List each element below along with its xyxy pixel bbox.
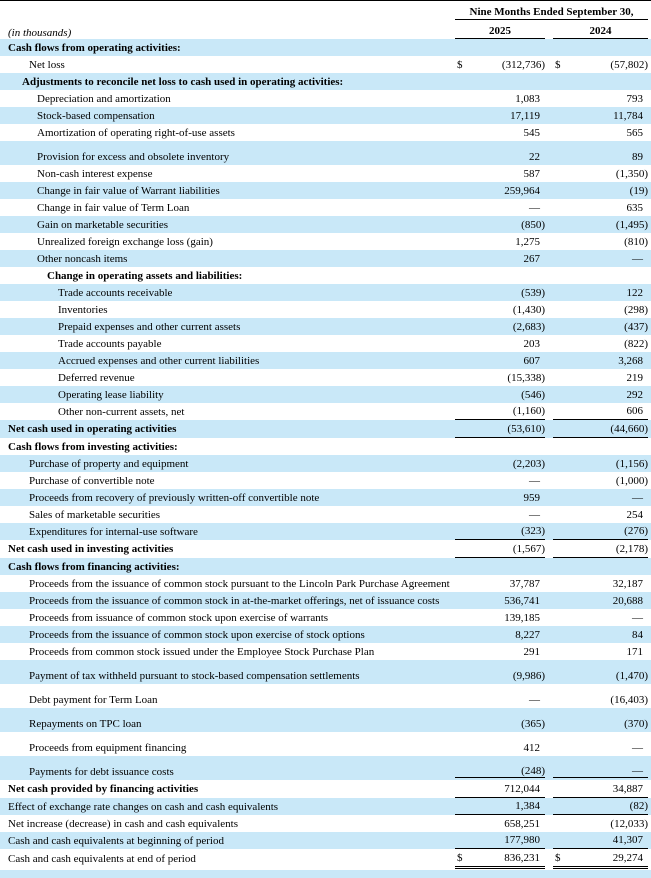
value-2024 (553, 780, 648, 798)
value-2025 (455, 472, 545, 489)
table-row (0, 199, 651, 216)
value-2025-text: (1,160) (512, 405, 545, 417)
table-row (0, 684, 651, 708)
bottom-strip (0, 870, 651, 878)
value-2025 (455, 369, 545, 386)
row-label: Purchase of convertible note (29, 474, 155, 487)
value-2024-text: (437) (624, 320, 648, 333)
value-2024 (553, 832, 648, 849)
period-header-row (0, 4, 651, 20)
row-label: Expenditures for internal-use software (29, 525, 198, 538)
value-2025-text: 536,741 (504, 594, 540, 607)
row-label: Amortization of operating right-of-use assets (37, 126, 235, 139)
table-row (0, 352, 651, 369)
value-2024-text: (2,178) (615, 542, 648, 555)
table-row (0, 216, 651, 233)
value-2024 (553, 708, 648, 730)
row-label: Change in fair value of Warrant liabilities (37, 184, 220, 197)
value-2025 (455, 301, 545, 318)
value-2024 (553, 124, 648, 141)
value-2024 (553, 301, 648, 318)
row-label: Unrealized foreign exchange loss (gain) (37, 235, 213, 248)
table-row (0, 165, 651, 182)
value-2024 (553, 815, 648, 832)
table-row (0, 438, 651, 455)
table-row (0, 403, 651, 420)
row-label: Accrued expenses and other current liabilities (58, 354, 260, 367)
value-2024 (553, 73, 648, 90)
value-2024 (553, 141, 648, 163)
value-2025 (455, 815, 545, 832)
row-label: Other noncash items (37, 252, 128, 265)
table-row (0, 732, 651, 756)
dollar-sign: $ (457, 58, 463, 71)
value-2024 (553, 506, 648, 523)
value-2024-text: 606 (626, 405, 643, 417)
year-header-row (0, 22, 651, 39)
row-label: Prepaid expenses and other current assets (58, 320, 241, 333)
value-2024 (553, 684, 648, 706)
value-2025 (455, 708, 545, 730)
table-row (0, 660, 651, 684)
value-2024-text: 84 (632, 628, 643, 641)
value-2024-text: 565 (626, 126, 643, 139)
value-2025 (455, 141, 545, 163)
value-2024-text: (276) (624, 525, 648, 537)
value-2024-text: 254 (626, 508, 643, 521)
value-2024-text: 171 (626, 645, 643, 658)
row-label: Stock-based compensation (37, 109, 155, 122)
table-row (0, 798, 651, 815)
value-2024 (553, 90, 648, 107)
table-row (0, 756, 651, 780)
value-2025-text: — (529, 694, 540, 706)
row-label: Cash and cash equivalents at end of period (8, 853, 196, 865)
value-2025 (455, 438, 545, 455)
table-row (0, 849, 651, 869)
row-label: Proceeds from recovery of previously written-off convertible note (29, 491, 320, 504)
value-2025 (455, 250, 545, 267)
value-2025 (455, 523, 545, 540)
value-2025 (455, 284, 545, 301)
table-row (0, 506, 651, 523)
value-2024-text: 11,784 (613, 109, 643, 122)
value-2025 (455, 575, 545, 592)
value-2025-text: (9,986) (512, 670, 545, 682)
value-2024 (553, 540, 648, 558)
value-2024 (553, 489, 648, 506)
row-label: Proceeds from the issuance of common stock in at-the-market offerings, net of issuance costs (29, 594, 440, 607)
row-label: Depreciation and amortization (37, 92, 171, 105)
value-2025 (455, 780, 545, 798)
value-2025 (455, 489, 545, 506)
value-2025-text: 203 (523, 337, 540, 350)
value-2025 (455, 506, 545, 523)
value-2025 (455, 182, 545, 199)
table-row (0, 540, 651, 558)
table-row (0, 233, 651, 250)
row-label: Payments for debt issuance costs (29, 766, 174, 778)
table-row (0, 815, 651, 832)
value-2025-text: 139,185 (504, 611, 540, 624)
row-label: Change in operating assets and liabilities: (47, 269, 243, 282)
value-2025 (455, 609, 545, 626)
value-2025-text: (1,430) (512, 303, 545, 316)
value-2025-text: (312,736) (501, 58, 545, 71)
value-2025-text: (546) (521, 388, 545, 401)
table-row (0, 643, 651, 660)
value-2025 (455, 90, 545, 107)
value-2025-text: 959 (523, 491, 540, 504)
row-label: Repayments on TPC loan (29, 718, 142, 730)
value-2024 (553, 216, 648, 233)
row-label: Effect of exchange rate changes on cash and cash equivalents (8, 800, 279, 813)
row-label: Change in fair value of Term Loan (37, 201, 190, 214)
value-2024-text: (1,350) (615, 167, 648, 180)
value-2024 (553, 643, 648, 660)
value-2025-text: 22 (529, 151, 540, 163)
year-2025-header: 2025 (455, 25, 545, 39)
value-2025 (455, 643, 545, 660)
row-label: Cash flows from investing activities: (8, 440, 178, 453)
row-label: Payment of tax withheld pursuant to stock-based compensation settlements (29, 670, 360, 682)
table-row (0, 301, 651, 318)
row-label: Adjustments to reconcile net loss to cash used in operating activities: (22, 75, 344, 88)
table-row (0, 420, 651, 438)
row-label: Purchase of property and equipment (29, 457, 189, 470)
value-2025-text: 177,980 (504, 834, 540, 846)
value-2025-text: 1,275 (515, 235, 540, 248)
table-row (0, 318, 651, 335)
value-2024 (553, 165, 648, 182)
value-2024 (553, 267, 648, 284)
value-2025-text: (1,567) (512, 542, 545, 555)
value-2025-text: 1,083 (515, 92, 540, 105)
value-2025-text: 259,964 (504, 184, 540, 197)
value-2024-text: (44,660) (610, 422, 648, 435)
value-2024 (553, 352, 648, 369)
value-2025-text: — (529, 201, 540, 214)
value-2024 (553, 849, 648, 869)
value-2025-text: 17,119 (510, 109, 540, 122)
table-row (0, 39, 651, 56)
value-2025 (455, 626, 545, 643)
row-label: Proceeds from equipment financing (29, 742, 187, 754)
value-2025 (455, 592, 545, 609)
row-label: Proceeds from the issuance of common stock pursuant to the Lincoln Park Purchase Agreement (29, 577, 450, 590)
value-2025 (455, 107, 545, 124)
value-2025-text: 291 (523, 645, 540, 658)
value-2024-text: (57,802) (610, 58, 648, 71)
value-2024-text: 34,887 (612, 782, 643, 795)
table-row (0, 386, 651, 403)
value-2024 (553, 523, 648, 540)
table-row (0, 523, 651, 540)
value-2024 (553, 558, 648, 575)
value-2025-text: 1,384 (515, 800, 540, 812)
value-2025 (455, 756, 545, 778)
row-label: Debt payment for Term Loan (29, 694, 158, 706)
value-2025 (455, 798, 545, 815)
value-2024-text: (1,495) (615, 218, 648, 231)
year-2024-header: 2024 (553, 25, 648, 39)
value-2024-text: (16,403) (610, 694, 648, 706)
value-2024 (553, 250, 648, 267)
value-2024 (553, 732, 648, 754)
row-label: Proceeds from the issuance of common stock upon exercise of stock options (29, 628, 365, 641)
statement-table-body (0, 39, 651, 869)
value-2025-text: (365) (521, 718, 545, 730)
table-row (0, 107, 651, 124)
value-2024 (553, 56, 648, 73)
table-row (0, 708, 651, 732)
row-label: Inventories (58, 303, 108, 316)
value-2025 (455, 403, 545, 420)
value-2025 (455, 267, 545, 284)
value-2024-text: — (632, 765, 643, 777)
value-2025 (455, 420, 545, 438)
value-2025-text: 412 (523, 742, 540, 754)
value-2024-text: 29,274 (612, 851, 643, 864)
value-2025 (455, 233, 545, 250)
row-label: Net cash used in operating activities (8, 423, 177, 435)
value-2024 (553, 609, 648, 626)
value-2025-text: (248) (521, 765, 545, 777)
value-2024-text: — (632, 491, 643, 504)
value-2024 (553, 420, 648, 438)
row-label: Sales of marketable securities (29, 508, 161, 521)
value-2024 (553, 335, 648, 352)
value-2025 (455, 318, 545, 335)
value-2024 (553, 403, 648, 420)
table-row (0, 472, 651, 489)
table-row (0, 141, 651, 165)
value-2024-text: 793 (626, 92, 643, 105)
table-row (0, 626, 651, 643)
value-2024-text: 219 (626, 371, 643, 384)
value-2025-text: (850) (521, 218, 545, 231)
dollar-sign: $ (457, 851, 463, 864)
value-2025-text: (2,203) (512, 457, 545, 470)
period-header: Nine Months Ended September 30, (455, 6, 648, 20)
value-2025-text: (15,338) (507, 371, 545, 384)
table-row (0, 90, 651, 107)
table-row (0, 780, 651, 798)
value-2024-text: — (632, 611, 643, 624)
value-2024 (553, 39, 648, 56)
value-2024 (553, 438, 648, 455)
row-label: Proceeds from issuance of common stock upon exercise of warrants (29, 611, 329, 624)
row-label: Net increase (decrease) in cash and cash equivalents (8, 817, 238, 830)
table-row (0, 489, 651, 506)
row-label: Gain on marketable securities (37, 218, 169, 231)
row-label: Non-cash interest expense (37, 167, 153, 180)
row-label: Cash and cash equivalents at beginning of period (8, 834, 224, 847)
value-2025-text: 712,044 (504, 782, 540, 795)
value-2025-text: (2,683) (512, 320, 545, 333)
value-2025-text: 658,251 (504, 817, 540, 830)
value-2024-text: 635 (626, 201, 643, 214)
value-2024-text: (1,156) (615, 457, 648, 470)
row-label: Trade accounts payable (58, 337, 162, 350)
value-2025-text: 267 (523, 252, 540, 265)
dollar-sign: $ (555, 58, 561, 71)
value-2024 (553, 455, 648, 472)
table-row (0, 592, 651, 609)
table-row (0, 832, 651, 849)
value-2024 (553, 233, 648, 250)
value-2024 (553, 472, 648, 489)
value-2025 (455, 56, 545, 73)
value-2024 (553, 182, 648, 199)
row-label: Net cash used in investing activities (8, 543, 174, 555)
value-2024-text: 41,307 (612, 834, 643, 846)
table-row (0, 73, 651, 90)
row-label: Provision for excess and obsolete inventory (37, 151, 230, 163)
value-2024 (553, 575, 648, 592)
value-2025 (455, 165, 545, 182)
table-row (0, 575, 651, 592)
value-2025 (455, 124, 545, 141)
table-row (0, 335, 651, 352)
value-2025-text: (53,610) (507, 422, 545, 435)
value-2025 (455, 216, 545, 233)
table-row (0, 56, 651, 73)
row-label: Operating lease liability (58, 388, 164, 401)
row-label: Net loss (29, 58, 65, 71)
value-2024-text: (82) (629, 800, 648, 812)
table-row (0, 284, 651, 301)
row-label: Trade accounts receivable (58, 286, 173, 299)
value-2024-text: (12,033) (610, 817, 648, 830)
value-2025 (455, 660, 545, 682)
value-2024-text: — (632, 252, 643, 265)
value-2024-text: 292 (626, 388, 643, 401)
value-2025-text: (539) (521, 286, 545, 299)
value-2024 (553, 386, 648, 403)
value-2025 (455, 540, 545, 558)
value-2024 (553, 107, 648, 124)
value-2024 (553, 660, 648, 682)
value-2025-text: (323) (521, 525, 545, 537)
value-2024 (553, 199, 648, 216)
value-2025 (455, 849, 545, 869)
value-2024 (553, 318, 648, 335)
value-2024-text: (19) (629, 184, 648, 197)
value-2024-text: (1,000) (615, 474, 648, 487)
table-row (0, 267, 651, 284)
row-label: Net cash provided by financing activities (8, 783, 199, 795)
value-2024-text: (810) (624, 235, 648, 248)
value-2024-text: 122 (626, 286, 643, 299)
value-2024 (553, 284, 648, 301)
value-2025 (455, 352, 545, 369)
value-2024-text: 32,187 (612, 577, 643, 590)
value-2025-text: 607 (523, 354, 540, 367)
value-2024-text: 89 (632, 151, 643, 163)
value-2024-text: (1,470) (615, 670, 648, 682)
value-2025-text: 8,227 (515, 628, 540, 641)
value-2025-text: 587 (523, 167, 540, 180)
table-row (0, 250, 651, 267)
table-row (0, 124, 651, 141)
value-2025 (455, 39, 545, 56)
row-label: Proceeds from common stock issued under the Employee Stock Purchase Plan (29, 645, 375, 658)
value-2024-text: 20,688 (612, 594, 643, 607)
value-2025-text: — (529, 508, 540, 521)
value-2024-text: (822) (624, 337, 648, 350)
value-2025 (455, 558, 545, 575)
value-2024 (553, 592, 648, 609)
value-2024 (553, 369, 648, 386)
value-2024-text: (370) (624, 718, 648, 730)
dollar-sign: $ (555, 851, 561, 864)
row-label: Cash flows from financing activities: (8, 560, 180, 573)
value-2025-text: 836,231 (504, 851, 540, 864)
table-row (0, 369, 651, 386)
value-2025 (455, 73, 545, 90)
table-header (0, 4, 651, 39)
row-label: Other non-current assets, net (58, 405, 185, 418)
value-2024 (553, 626, 648, 643)
value-2025 (455, 684, 545, 706)
value-2024 (553, 798, 648, 815)
row-label: Deferred revenue (58, 371, 135, 384)
value-2025 (455, 455, 545, 472)
table-row (0, 182, 651, 199)
value-2025 (455, 335, 545, 352)
value-2025-text: 37,787 (509, 577, 540, 590)
value-2024 (553, 756, 648, 778)
value-2025 (455, 386, 545, 403)
value-2024-text: (298) (624, 303, 648, 316)
table-row (0, 455, 651, 472)
table-row (0, 558, 651, 575)
value-2025 (455, 832, 545, 849)
value-2025-text: 545 (523, 126, 540, 139)
value-2025 (455, 199, 545, 216)
value-2024-text: 3,268 (618, 354, 643, 367)
units-note: (in thousands) (8, 27, 72, 39)
table-row (0, 609, 651, 626)
row-label: Cash flows from operating activities: (8, 41, 181, 54)
value-2024-text: — (632, 742, 643, 754)
value-2025-text: — (529, 474, 540, 487)
value-2025 (455, 732, 545, 754)
